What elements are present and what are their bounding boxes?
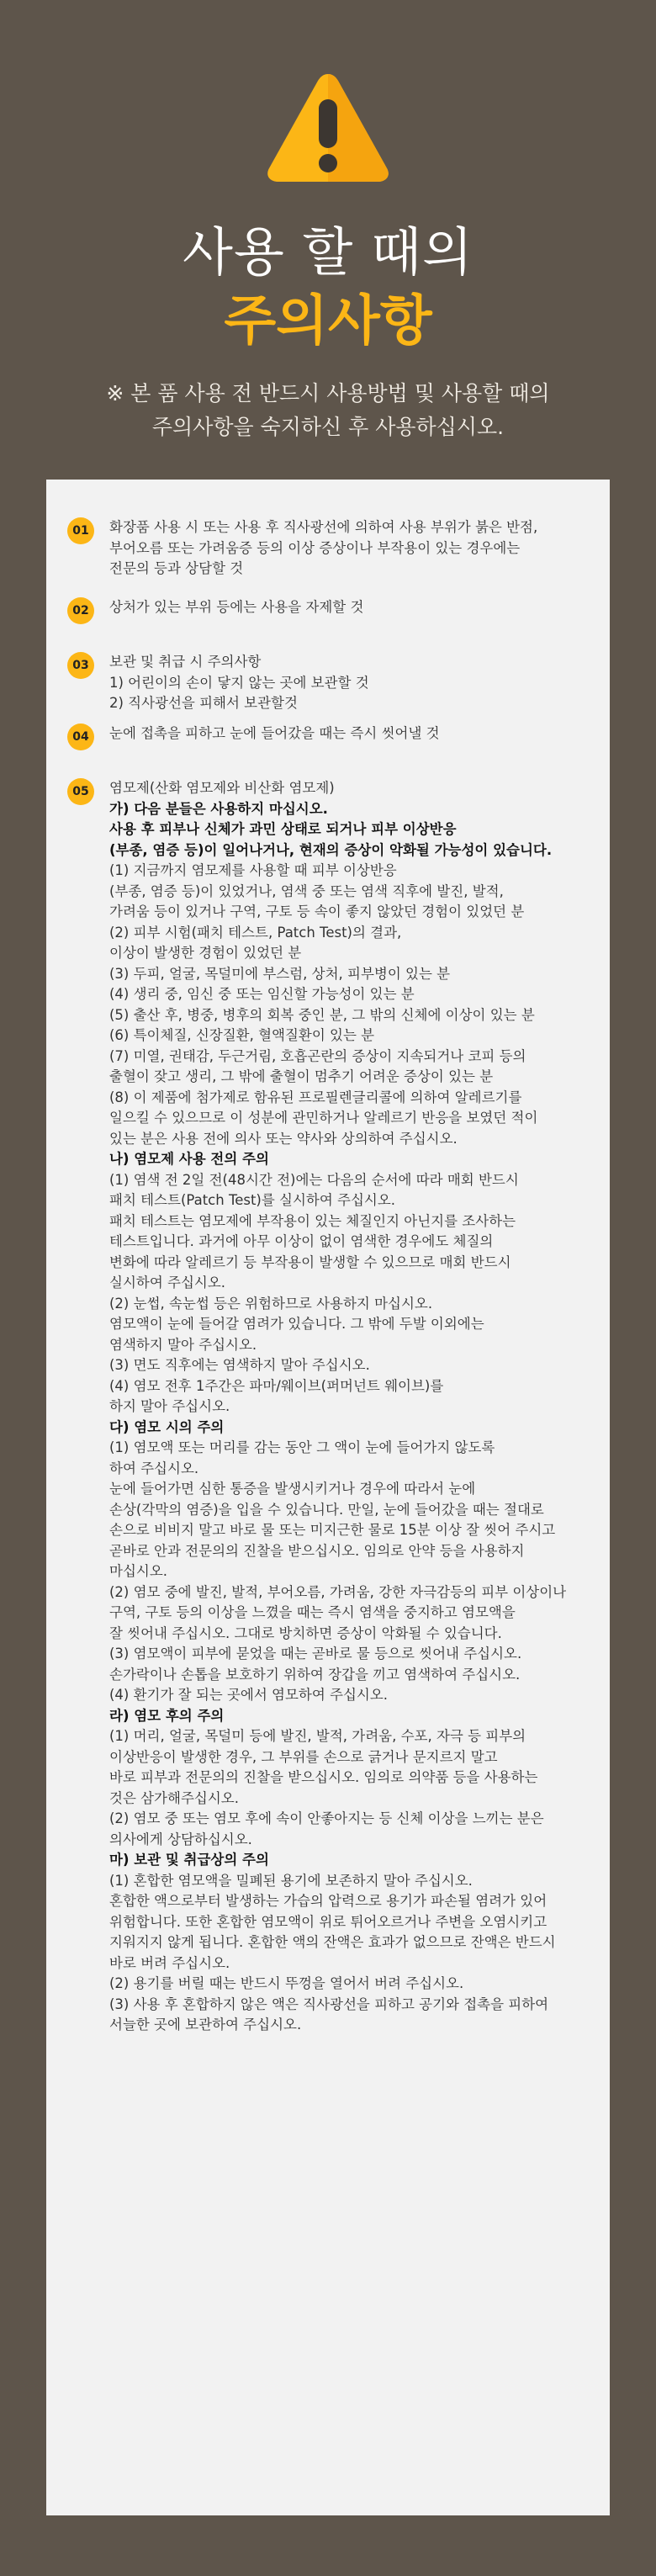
text-line: 1) 어린이의 손이 닿지 않는 곳에 보관할 것 [109, 674, 369, 691]
text-line: 일으킬 수 있으므로 이 성분에 관민하거나 알레르기 반응을 보였던 적이 [109, 1110, 538, 1126]
text-line: 손상(각막의 염증)을 입을 수 있습니다. 만일, 눈에 들어갔을 때는 절대로 [109, 1501, 544, 1518]
text-line: 2) 직사광선을 피해서 보관할것 [109, 695, 298, 711]
text-line: (8) 이 제품에 첨가제로 함유된 프로필렌글리콜에 의하여 알레르기를 [109, 1089, 522, 1105]
text-line: 곧바로 안과 전문의의 진찰을 받으십시오. 임의로 안약 등을 사용하지 [109, 1542, 525, 1559]
caution-text [109, 778, 601, 2036]
text-line: 하여 주십시오. [109, 1460, 199, 1476]
text-line: 패치 테스트(Patch Test)를 실시하여 주십시오. [109, 1192, 396, 1208]
text-line: (2) 눈썹, 속눈썹 등은 위험하므로 사용하지 마십시오. [109, 1295, 433, 1312]
text-line: 마십시오. [109, 1563, 168, 1579]
text-line: 테스트입니다. 과거에 아무 이상이 없이 염색한 경우에도 체질의 [109, 1233, 494, 1249]
section-heading: (부종, 염증 등)이 일어나거나, 현재의 증상이 악화될 가능성이 있습니다. [109, 841, 553, 858]
text-line: 위험합니다. 또한 혼합한 염모액이 위로 튀어오르거나 주변을 오염시키고 [109, 1913, 548, 1930]
text-line: 지워지지 않게 됩니다. 혼합한 액의 잔액은 효과가 없으므로 잔액은 반드시 [109, 1934, 556, 1950]
text-line: 이상반응이 발생한 경우, 그 부위를 손으로 긁거나 문지르지 말고 [109, 1748, 498, 1765]
text-line: (4) 염모 전후 1주간은 파마/웨이브(퍼머넌트 웨이브)를 [109, 1377, 444, 1394]
text-line: (부종, 염증 등)이 있었거나, 염색 중 또는 염색 직후에 발진, 발적, [109, 883, 504, 899]
text-line: (2) 용기를 버릴 때는 반드시 뚜껑을 열어서 버려 주십시오. [109, 1975, 464, 1991]
text-line: 혼합한 액으로부터 발생하는 가습의 압력으로 용기가 파손될 염려가 있어 [109, 1893, 548, 1909]
text-line: 출혈이 잦고 생리, 그 밖에 출혈이 멈추기 어려운 증상이 있는 분 [109, 1068, 494, 1084]
text-line: 하지 말아 주십시오. [109, 1398, 230, 1414]
text-line: 눈에 접촉을 피하고 눈에 들어갔을 때는 즉시 씻어낼 것 [109, 725, 440, 741]
warning-triangle-icon [265, 69, 391, 185]
text-line: (3) 면도 직후에는 염색하지 말아 주십시오. [109, 1357, 370, 1373]
number-badge: 04 [67, 724, 94, 750]
text-line: 염모제(산화 염모제와 비산화 염모제) [109, 780, 335, 796]
text-line: 손가락이나 손톱을 보호하기 위하여 장갑을 끼고 염색하여 주십시오. [109, 1666, 521, 1683]
text-line: (4) 환기가 잘 되는 곳에서 염모하여 주십시오. [109, 1687, 389, 1703]
text-line: 있는 분은 사용 전에 의사 또는 약사와 상의하여 주십시오. [109, 1130, 458, 1147]
caution-text [109, 652, 601, 714]
text-line: 구역, 구토 등의 이상을 느꼈을 때는 즉시 염색을 중지하고 염모액을 [109, 1604, 516, 1620]
page-subtitle: 주의사항 [224, 290, 432, 352]
text-line: (1) 염모액 또는 머리를 감는 동안 그 액이 눈에 들어가지 않도록 [109, 1439, 495, 1455]
text-line: (1) 염색 전 2일 전(48시간 전)에는 다음의 순서에 따라 매회 반드시 [109, 1171, 519, 1188]
text-line: 염색하지 말아 주십시오. [109, 1336, 257, 1353]
text-line: (2) 염모 중 또는 염모 후에 속이 안좋아지는 등 신체 이상을 느끼는 분은 [109, 1810, 544, 1826]
text-line: 의사에게 상담하십시오. [109, 1831, 252, 1847]
number-badge: 03 [67, 652, 94, 679]
text-line: (4) 생리 중, 임신 중 또는 임신할 가능성이 있는 분 [109, 986, 415, 1002]
notice-line: ※ 본 품 사용 전 반드시 사용방법 및 사용할 때의 [106, 381, 550, 405]
text-line: 잘 씻어내 주십시오. 그대로 방치하면 증상이 악화될 수 있습니다. [109, 1625, 502, 1641]
text-line: (5) 출산 후, 병중, 병후의 회복 중인 분, 그 밖의 신체에 이상이 있는 분 [109, 1006, 535, 1023]
text-line: 바로 피부과 전문의의 진찰을 받으십시오. 임의로 의약품 등을 사용하는 [109, 1769, 538, 1785]
text-line: (1) 지금까지 염모제를 사용할 때 피부 이상반응 [109, 862, 397, 878]
text-line: 이상이 발생한 경험이 있었던 분 [109, 945, 302, 961]
caution-text [109, 597, 601, 618]
text-line: 손으로 비비지 말고 바로 물 또는 미지근한 물로 15분 이상 잘 씻어 주시고 [109, 1522, 556, 1538]
section-heading: 마) 보관 및 취급상의 주의 [109, 1852, 269, 1868]
caution-text [109, 724, 601, 745]
caution-text [109, 517, 601, 580]
text-line: (6) 특이체질, 신장질환, 혈액질환이 있는 분 [109, 1027, 375, 1043]
text-line: 바로 버려 주십시오. [109, 1954, 230, 1971]
number-badge: 05 [67, 778, 94, 805]
section-heading: 나) 염모제 사용 전의 주의 [109, 1151, 269, 1167]
number-badge: 02 [67, 597, 94, 624]
number-badge: 01 [67, 517, 94, 544]
text-line: 변화에 따라 알레르기 등 부작용이 발생할 수 있으므로 매회 반드시 [109, 1254, 511, 1270]
notice-line: 주의사항을 숙지하신 후 사용하십시오. [151, 415, 505, 439]
text-line: (1) 머리, 얼굴, 목덜미 등에 발진, 발적, 가려움, 수포, 자극 등 피부의 [109, 1728, 526, 1744]
section-heading: 라) 염모 후의 주의 [109, 1707, 225, 1724]
text-line: (7) 미열, 권태감, 두근거림, 호흡곤란의 증상이 지속되거나 코피 등의 [109, 1047, 526, 1064]
text-line: (3) 염모액이 피부에 묻었을 때는 곧바로 물 등으로 씻어내 주십시오. [109, 1646, 522, 1662]
text-line: 화장품 사용 시 또는 사용 후 직사광선에 의하여 사용 부위가 붉은 반점, [109, 519, 538, 535]
text-line: 전문의 등과 상담할 것 [109, 560, 244, 576]
text-line: 부어오름 또는 가려움증 등의 이상 증상이나 부작용이 있는 경우에는 [109, 539, 521, 556]
text-line: 눈에 들어가면 심한 통증을 발생시키거나 경우에 따라서 눈에 [109, 1481, 476, 1497]
caution-panel [46, 480, 610, 2515]
text-line: (2) 염모 중에 발진, 발적, 부어오름, 가려움, 강한 자극감등의 피부 이상이나 [109, 1583, 567, 1600]
text-line: (3) 사용 후 혼합하지 않은 액은 직사광선을 피하고 공기와 접촉을 피하여 [109, 1996, 549, 2012]
usage-notice [0, 377, 656, 444]
text-line: 보관 및 취급 시 주의사항 [109, 654, 262, 670]
text-line: 패치 테스트는 염모제에 부작용이 있는 체질인지 아닌지를 조사하는 [109, 1212, 516, 1229]
text-line: 상처가 있는 부위 등에는 사용을 자제할 것 [109, 599, 364, 615]
section-heading: 다) 염모 시의 주의 [109, 1418, 225, 1435]
text-line: 가려움 등이 있거나 구역, 구토 등 속이 좋지 않았던 경험이 있었던 분 [109, 904, 525, 920]
text-line: 염모액이 눈에 들어갈 염려가 있습니다. 그 밖에 두발 이외에는 [109, 1316, 484, 1332]
page-title: 사용 할 때의 [183, 221, 473, 283]
section-heading: 가) 다음 분들은 사용하지 마십시오. [109, 800, 328, 817]
text-line: 것은 삼가해주십시오. [109, 1789, 239, 1806]
text-line: (2) 피부 시험(패치 테스트, Patch Test)의 결과, [109, 924, 402, 941]
section-heading: 사용 후 피부나 신체가 과민 상태로 되거나 피부 이상반응 [109, 821, 457, 837]
text-line: (1) 혼합한 염모액을 밀폐된 용기에 보존하지 말아 주십시오. [109, 1872, 473, 1889]
text-line: 실시하여 주십시오. [109, 1275, 226, 1291]
text-line: 서늘한 곳에 보관하여 주십시오. [109, 2017, 302, 2033]
text-line: (3) 두피, 얼굴, 목덜미에 부스럼, 상처, 피부병이 있는 분 [109, 965, 451, 982]
